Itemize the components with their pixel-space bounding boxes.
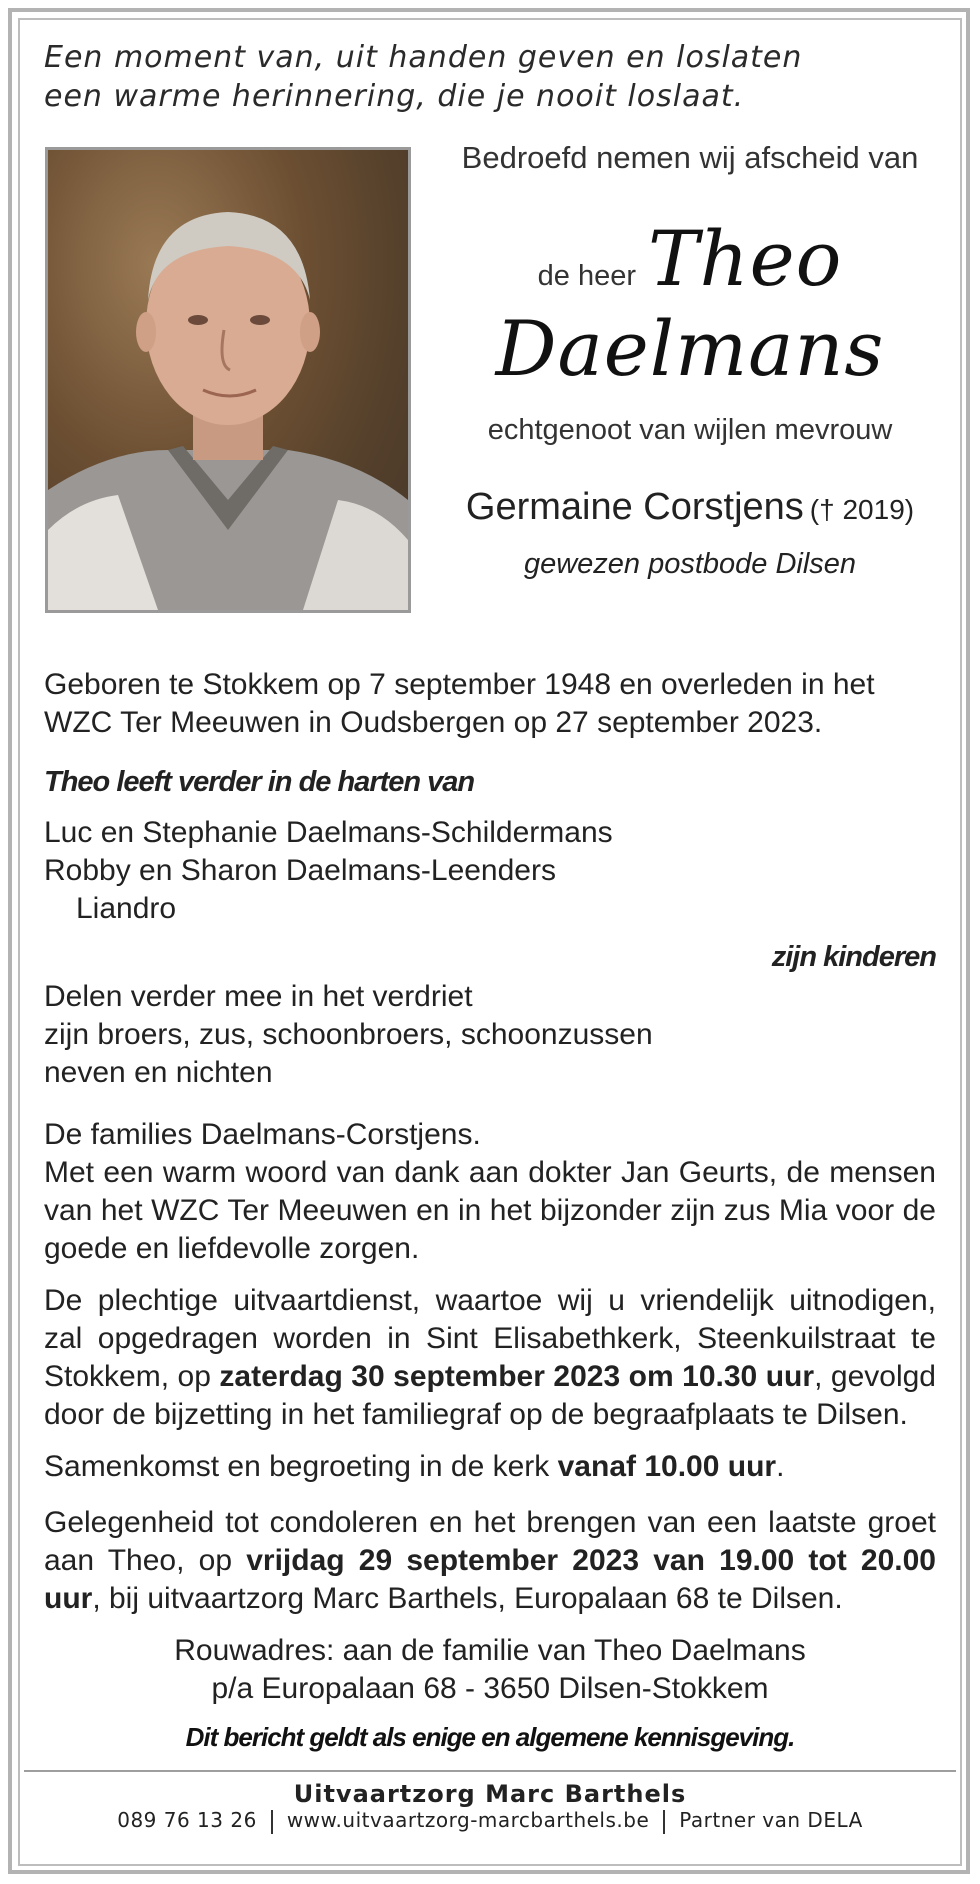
portrait-illustration xyxy=(48,150,408,610)
service-line: door de bijzetting in het familiegraf op de begraafplaats te Dilsen. xyxy=(44,1398,908,1431)
birth-line-2: WZC Ter Meeuwen in Oudsbergen op 27 september 2023. xyxy=(44,706,823,739)
birth-line-1: Geboren te Stokkem op 7 september 1948 en overleden in het xyxy=(44,668,875,701)
phone-number: 089 76 13 26 xyxy=(117,1808,257,1832)
honorific: de heer xyxy=(537,260,636,292)
relatives-line: Delen verder mee in het verdriet xyxy=(44,980,473,1013)
condolence-line xyxy=(44,1542,936,1580)
child-entry: Luc en Stephanie Daelmans-Schildermans xyxy=(44,816,613,849)
condolence-time-unit: uur xyxy=(44,1582,93,1615)
motto-line-1: Een moment van, uit handen geven en loslaten xyxy=(44,40,803,75)
first-name: Theo xyxy=(647,214,843,303)
motto-line-2: een warme herinnering, die je nooit loslaat. xyxy=(44,79,745,114)
condolence-text: , bij uitvaartzorg Marc Barthels, Europalaan 68 te Dilsen. xyxy=(92,1582,843,1615)
service-date-time: zaterdag 30 september 2023 om 10.30 uur xyxy=(219,1360,815,1393)
condolence-text: aan Theo, op xyxy=(44,1544,247,1577)
thanks-line: Met een warm woord van dank aan dokter Jan Geurts, de mensen xyxy=(44,1156,936,1189)
portrait-photo xyxy=(45,147,411,613)
spouse-death-year: († 2019) xyxy=(809,494,915,525)
service-text: , gevolgd xyxy=(814,1360,936,1393)
children-list xyxy=(44,814,936,928)
address-line: Rouwadres: aan de familie van Theo Daelmans xyxy=(174,1634,806,1667)
spouse-name: Germaine Corstjens xyxy=(465,486,804,528)
website-link[interactable]: www.uitvaartzorg-marcbarthels.be xyxy=(286,1808,650,1832)
last-name: Daelmans xyxy=(495,304,885,393)
separator xyxy=(271,1810,273,1834)
spouse-intro: echtgenoot van wijlen mevrouw xyxy=(487,414,893,446)
service-text: Stokkem, op xyxy=(44,1360,220,1393)
mourning-address xyxy=(44,1632,936,1708)
gathering-time: vanaf 10.00 uur xyxy=(557,1450,777,1483)
gathering-line xyxy=(44,1448,936,1486)
thanks-line: goede en liefdevolle zorgen. xyxy=(44,1232,420,1265)
gathering-text: Samenkomst en begroeting in de kerk xyxy=(44,1450,558,1483)
occupation: gewezen postbode Dilsen xyxy=(523,548,857,580)
announcement-intro: Bedroefd nemen wij afscheid van xyxy=(461,140,919,175)
thanks-line: van het WZC Ter Meeuwen en in het bijzonder zijn zus Mia voor de xyxy=(44,1194,936,1227)
condolence-paragraph xyxy=(44,1504,936,1618)
relatives-list xyxy=(44,978,936,1092)
thanks-paragraph xyxy=(44,1116,936,1268)
survivors-heading: Theo leeft verder in de harten van xyxy=(44,766,475,798)
funeral-service-paragraph xyxy=(44,1282,936,1434)
relatives-line: zijn broers, zus, schoonbroers, schoonzussen xyxy=(44,1018,653,1051)
motto xyxy=(44,38,924,116)
families-line: De families Daelmans-Corstjens. xyxy=(44,1118,481,1151)
survivors-section xyxy=(44,763,936,801)
funeral-home-contact xyxy=(24,1808,956,1844)
condolence-line xyxy=(44,1580,936,1618)
partner-label: Partner van DELA xyxy=(679,1808,863,1832)
condolence-line: Gelegenheid tot condoleren en het brengen van een laatste groet xyxy=(44,1506,936,1539)
children-role: zijn kinderen xyxy=(771,941,936,973)
birth-death-paragraph xyxy=(44,666,936,742)
gathering-paragraph xyxy=(44,1448,936,1486)
spouse-name-line xyxy=(430,486,950,529)
relatives-line: neven en nichten xyxy=(44,1056,273,1089)
deceased-name-line-1 xyxy=(430,214,950,314)
gathering-text: . xyxy=(776,1450,785,1483)
funeral-home-name: Uitvaartzorg Marc Barthels xyxy=(293,1780,687,1808)
service-line xyxy=(44,1358,936,1396)
separator xyxy=(663,1810,665,1834)
address-line: p/a Europalaan 68 - 3650 Dilsen-Stokkem xyxy=(211,1672,769,1705)
grandchild-entry: Liandro xyxy=(76,892,177,925)
deceased-name-line-2 xyxy=(430,304,950,393)
official-notice: Dit bericht geldt als enige en algemene kennisgeving. xyxy=(185,1722,795,1752)
service-line: zal opgedragen worden in Sint Elisabethkerk, Steenkuilstraat te xyxy=(44,1322,936,1355)
child-entry: Robby en Sharon Daelmans-Leenders xyxy=(44,854,556,887)
service-line: De plechtige uitvaartdienst, waartoe wij u vriendelijk uitnodigen, xyxy=(44,1284,936,1317)
condolence-date-time: vrijdag 29 september 2023 van 19.00 tot 20.00 xyxy=(246,1544,936,1577)
footer-divider xyxy=(24,1770,956,1772)
